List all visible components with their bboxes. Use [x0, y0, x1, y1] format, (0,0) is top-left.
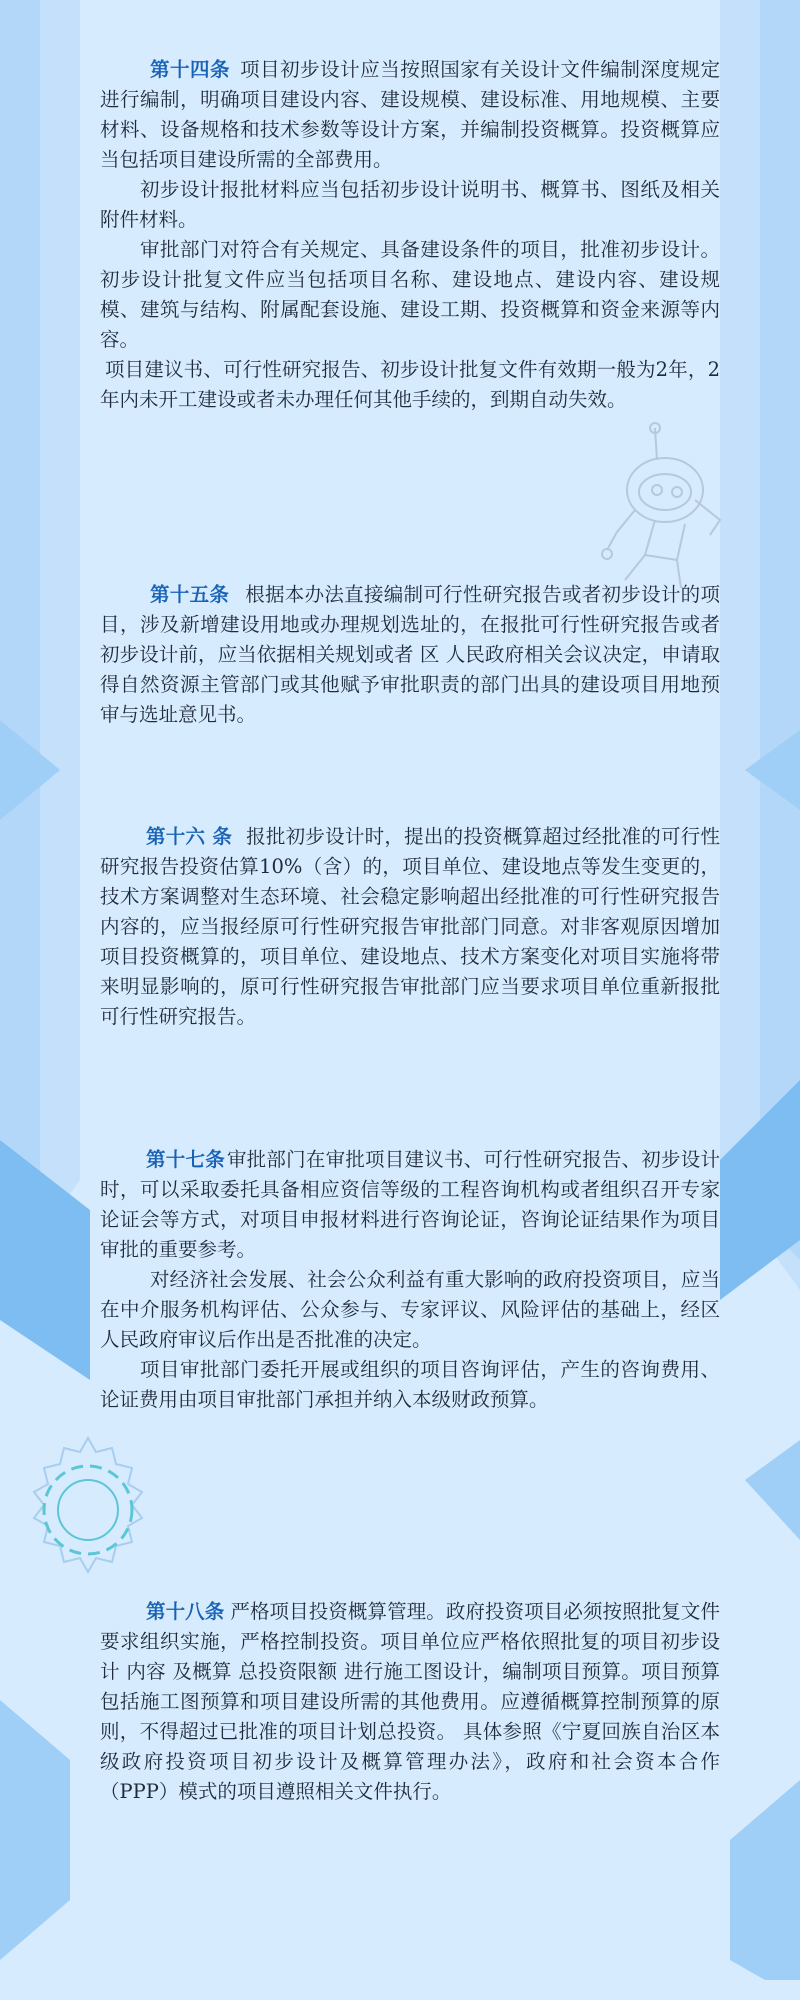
article-16-text-1: 报批初步设计时，提出的投资概算超过经批准的可行性研究报告投资估算10%（含）的，项目单位、建设地点等发生变更的，技术方案调整对生态环境、社会稳定影响超出经批准的可行性研究报告内容的，应当报经原可行性研究报告审批部门同意。对非客观原因增加项目投资概算的，项目单位、建设地点、技术方案变化对项目实施将带来明显影响的，原可行性研究报告审批部门应当要求项目单位重新报批可行性研究报告。 [100, 825, 720, 1028]
article-14-para-3: 审批部门对符合有关规定、具备建设条件的项目，批准初步设计。初步设计批复文件应当包括项目名称、建设地点、建设内容、建设规模、建筑与结构、附属配套设施、建设工期、投资概算和资金来源等内容。 [100, 238, 720, 351]
article-18-para-1 [100, 1597, 720, 1807]
article-15-para-1 [100, 580, 720, 730]
article-15-lead: 第十五条 [150, 583, 230, 606]
article-14-lead: 第十四条 [150, 58, 231, 81]
article-14-para-2: 初步设计报批材料应当包括初步设计说明书、概算书、图纸及相关附件材料。 [100, 178, 720, 231]
article-15-text-1: 根据本办法直接编制可行性研究报告或者初步设计的项目，涉及新增建设用地或办理规划选址的，在报批可行性研究报告或者初步设计前，应当依据相关规划或者 区 人民政府相关会议决定，申请取得自然资源主管部门或其他赋予审批职责的部门出具的建设项目用地预审与选址意见书。 [100, 583, 720, 726]
article-14 [100, 55, 720, 415]
article-14-para-1 [100, 55, 720, 175]
article-15 [100, 580, 720, 730]
article-17-para-3: 项目审批部门委托开展或组织的项目咨询评估，产生的咨询费用、论证费用由项目审批部门承担并纳入本级财政预算。 [100, 1358, 720, 1411]
article-18 [100, 1597, 720, 1807]
article-16-para-1 [100, 822, 720, 1032]
article-16 [100, 822, 720, 1032]
article-17-para-2: 对经济社会发展、社会公众利益有重大影响的政府投资项目，应当在中介服务机构评估、公众参与、专家评议、风险评估的基础上，经区人民政府审议后作出是否批准的决定。 [100, 1268, 720, 1351]
article-17 [100, 1145, 720, 1415]
article-17-para-1 [100, 1145, 720, 1265]
article-17-text-1: 审批部门在审批项目建议书、可行性研究报告、初步设计时，可以采取委托具备相应资信等级的工程咨询机构或者组织召开专家论证会等方式，对项目申报材料进行咨询论证，咨询论证结果作为项目审批的重要参考。 [100, 1148, 720, 1261]
article-16-lead: 第十六 条 [146, 825, 233, 848]
article-14-text-1: 项目初步设计应当按照国家有关设计文件编制深度规定进行编制，明确项目建设内容、建设规模、建设标准、用地规模、主要材料、设备规格和技术参数等设计方案，并编制投资概算。投资概算应当包括项目建设所需的全部费用。 [100, 58, 720, 171]
article-18-text-1: 严格项目投资概算管理。政府投资项目必须按照批复文件要求组织实施，严格控制投资。项目单位应严格依照批复的项目初步设计 内容 及概算 总投资限额 进行施工图设计，编制项目预算。项目预算包括施工图预算和项目建设所需的其他费用。应遵循概算控制预算的原则，不得超过已批准的项目计划总投资。 具体参照《宁夏回族自治区本级政府投资项目初步设计及概算管理办法》，政府和社会资本合作（PPP）模式的项目遵照相关文件执行。 [100, 1600, 720, 1803]
gear-icon [8, 1430, 168, 1590]
robot-illustration [595, 420, 735, 590]
article-17-lead: 第十七条 [146, 1148, 225, 1171]
article-14-para-4: 项目建议书、可行性研究报告、初步设计批复文件有效期一般为2年，2年内未开工建设或者未办理任何其他手续的，到期自动失效。 [100, 358, 720, 411]
article-18-lead: 第十八条 [146, 1600, 225, 1623]
